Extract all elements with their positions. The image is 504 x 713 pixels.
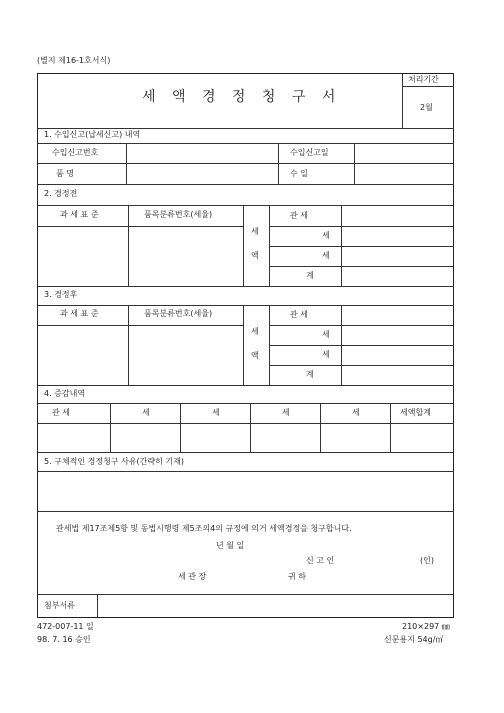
seal-mark: (인) (420, 556, 434, 565)
item-name-label: 품 명 (56, 169, 74, 178)
s2-tax-row-2: 세 (322, 231, 330, 240)
statement-date: 년 월 일 (216, 541, 245, 550)
applicant-label: 신 고 인 (306, 556, 335, 565)
s3-tax-header: 세 액 (251, 327, 259, 360)
s2-tax-row-3: 세 (322, 251, 330, 260)
declaration-no-label: 수입신고번호 (52, 148, 99, 157)
claim-form (37, 73, 454, 618)
honorific-label: 귀 하 (288, 572, 306, 581)
section1-title: 1. 수입신고(납세신고) 내역 (44, 130, 141, 139)
s2-hs-header: 품목분류번호(세율) (144, 210, 213, 219)
form-number: (별지 제16-1호서식) (37, 56, 111, 65)
section2-title: 2. 경정전 (44, 189, 78, 198)
s4-col-total: 세액합계 (400, 408, 431, 417)
s2-tax-row-total: 계 (306, 271, 314, 280)
s2-tax-header: 세 액 (251, 227, 259, 260)
section5-title: 5. 구체적인 경정청구 사유(간략히 기재) (44, 457, 184, 466)
s3-tax-row-customs: 관 세 (290, 310, 308, 319)
section3-title: 3. 경정후 (44, 290, 78, 299)
s4-col-customs: 관 세 (52, 408, 70, 417)
statement-text: 관세법 제17조제5항 및 동법시행령 제5조의4의 규정에 의거 세액경정을 청구합니다. (56, 524, 352, 533)
s4-col-2: 세 (142, 408, 150, 417)
s3-tax-row-3: 세 (322, 350, 330, 359)
footer-paper: 신문용지 54g/㎡ (384, 635, 444, 644)
section4-title: 4. 증감내역 (44, 389, 86, 398)
s3-tax-row-2: 세 (322, 330, 330, 339)
form-title: 세 액 경 정 청 구 서 (142, 89, 342, 105)
s4-col-3: 세 (212, 408, 220, 417)
footer-code: 472-007-11 일 (37, 622, 94, 631)
quantity-label: 수 일 (290, 169, 308, 178)
footer-size: 210×297 ㎜ (402, 622, 450, 631)
declaration-date-label: 수입신고일 (290, 148, 329, 157)
s4-col-5: 세 (352, 408, 360, 417)
recipient-label: 세 관 장 (178, 572, 207, 581)
processing-value: 2월 (420, 103, 433, 112)
s2-standard-header: 과 세 표 준 (60, 210, 99, 219)
processing-label: 처리기간 (408, 75, 439, 84)
s2-tax-row-customs: 관 세 (290, 211, 308, 220)
s3-standard-header: 과 세 표 준 (60, 309, 99, 318)
s3-hs-header: 품목분류번호(세율) (144, 309, 213, 318)
s3-tax-row-total: 계 (306, 370, 314, 379)
footer-approved: 98. 7. 16 승인 (37, 635, 91, 644)
attachments-label: 첨부서류 (44, 601, 75, 610)
s4-col-4: 세 (282, 408, 290, 417)
